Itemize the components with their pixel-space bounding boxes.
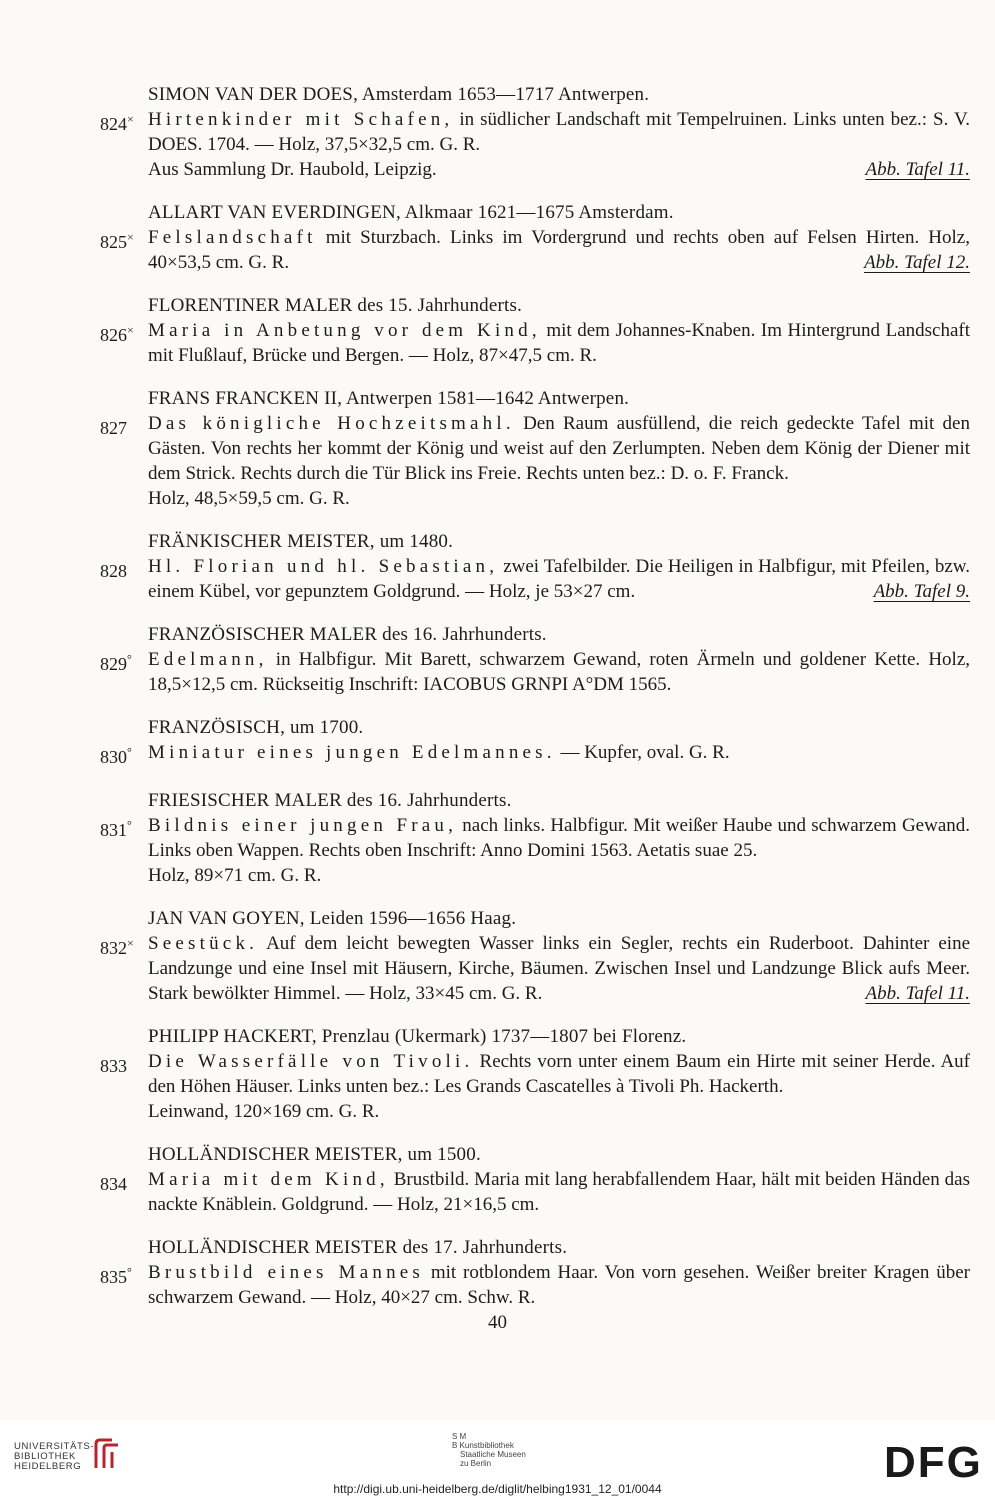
entry-description: Rechts vorn unter einem Baum ein Hirte mit seiner Herde. Auf den Höhen Häuser. Links unten bez.: Les Grands Cascatelles à Tivoli Ph. Hackerth. — [148, 1051, 970, 1097]
lot-number: 832× — [100, 936, 134, 958]
entry-description: in südlicher Landschaft mit Tempelruinen. Links unten bez.: S. V. DOES. 1704. — Holz, 37,5×32,5 cm. G. R. — [148, 109, 971, 155]
lot-mark: × — [127, 112, 134, 126]
artist-heading: FRIESISCHER MALER des 16. Jahrhunderts. — [148, 790, 512, 811]
plate-reference: Abb. Tafel 12. — [864, 252, 970, 273]
artwork-title: Brustbild eines Mannes — [148, 1262, 425, 1283]
artwork-title: Seestück. — [148, 933, 259, 954]
artwork-title: Hl. Florian und hl. Sebastian, — [148, 556, 499, 577]
catalog-entry — [100, 906, 970, 1006]
entry-description: mit rotblondem Haar. Von vorn gesehen. Weißer breiter Kragen über schwarzem Gewand. — Holz, 40×27 cm. Schw. R. — [148, 1262, 970, 1308]
lot-mark: × — [127, 323, 134, 337]
entry-row — [100, 1260, 970, 1310]
entry-body — [148, 318, 970, 368]
entry-row — [100, 318, 970, 368]
catalog-entry — [100, 1142, 970, 1217]
entry-row — [100, 554, 970, 604]
entry-row — [100, 813, 970, 888]
lot-number: 834 — [100, 1174, 127, 1194]
entry-body — [148, 1167, 970, 1217]
catalog-entry — [100, 82, 970, 182]
entry-body — [148, 1049, 970, 1124]
source-url-link[interactable]: http://digi.ub.uni-heidelberg.de/diglit/helbing1931_12_01/0044 — [333, 1482, 662, 1496]
entry-body — [148, 225, 970, 275]
artist-heading: HOLLÄNDISCHER MEISTER, um 1500. — [148, 1144, 481, 1165]
plate-reference: Abb. Tafel 11. — [865, 983, 970, 1004]
artwork-title: Hirtenkinder mit Schafen, — [148, 109, 454, 130]
catalog-entry — [100, 1024, 970, 1124]
entry-body — [148, 411, 970, 511]
lot-mark: ° — [127, 818, 132, 832]
entry-description: Holz, 89×71 cm. G. R. — [148, 865, 322, 886]
catalog-entry — [100, 293, 970, 368]
artist-heading: FRÄNKISCHER MEISTER, um 1480. — [148, 531, 454, 552]
lot-number: 829° — [100, 652, 132, 674]
catalog-entry — [100, 788, 970, 888]
entry-description: in Halbfigur. Mit Barett, schwarzem Gewand, roten Ärmeln und goldener Kette. Holz, 18,5×12,5 cm. Rückseitig Inschrift: IACOBUS GRNPI A°DM 1565. — [148, 649, 971, 695]
entry-row — [100, 225, 970, 275]
plate-reference: Abb. Tafel 9. — [873, 581, 970, 602]
artist-heading: JAN VAN GOYEN, Leiden 1596—1656 Haag. — [148, 908, 517, 929]
lot-number: 826× — [100, 323, 134, 345]
entry-description: zwei Tafelbilder. Die Heiligen in Halbfigur, mit Pfeilen, bzw. einem Kübel, vor gepunztem Goldgrund. — Holz, je 53×27 cm. — [148, 556, 970, 602]
lot-number: 831° — [100, 818, 132, 840]
entry-description: Holz, 48,5×59,5 cm. G. R. — [148, 488, 350, 509]
kunstbibliothek-label[interactable]: S M B Kunstbibliothek Staatliche Museen zu Berlin — [452, 1432, 526, 1468]
entry-body — [148, 813, 970, 888]
artist-heading: FRANZÖSISCH, um 1700. — [148, 717, 364, 738]
artist-heading: FRANZÖSISCHER MALER des 16. Jahrhunderts. — [148, 624, 547, 645]
lot-mark: × — [127, 230, 134, 244]
artwork-title: Maria in Anbetung vor dem Kind, — [148, 320, 541, 341]
entry-row — [100, 107, 970, 182]
page-number: 40 — [488, 1312, 507, 1333]
lot-number: 833 — [100, 1056, 127, 1076]
entry-row — [100, 931, 970, 1006]
lot-mark: ° — [127, 745, 132, 759]
artwork-title: Die Wasserfälle von Tivoli. — [148, 1051, 474, 1072]
entry-row — [100, 411, 970, 511]
catalog-entry — [100, 529, 970, 604]
catalog-entry — [100, 386, 970, 511]
lot-number: 828 — [100, 561, 127, 581]
artist-heading: HOLLÄNDISCHER MEISTER des 17. Jahrhunderts. — [148, 1237, 568, 1258]
catalog-entries — [100, 82, 970, 1328]
lot-mark: ° — [127, 652, 132, 666]
catalog-entry — [100, 622, 970, 697]
entry-body — [148, 740, 970, 770]
entry-body — [148, 554, 970, 604]
entry-body — [148, 107, 970, 182]
plate-reference: Abb. Tafel 11. — [865, 159, 970, 180]
entry-description: Brustbild. Maria mit lang herabfallendem Haar, hält mit beiden Händen das nackte Knäblein. Goldgrund. — Holz, 21×16,5 cm. — [148, 1169, 971, 1215]
artist-heading: SIMON VAN DER DOES, Amsterdam 1653—1717 Antwerpen. — [148, 84, 650, 105]
artwork-title: Maria mit dem Kind, — [148, 1169, 389, 1190]
artwork-title: Bildnis einer jungen Frau, — [148, 815, 458, 836]
entry-description: Auf dem leicht bewegten Wasser links ein Segler, rechts ein Ruderboot. Dahinter eine Landzunge und eine Insel mit Häusern, Kirche, Bäumen. Zwischen Insel und Landzunge Blick aufs Meer. Stark bewölkter Himmel. — Holz, 33×45 cm. G. R. — [148, 933, 970, 1004]
artwork-title: Felslandschaft — [148, 227, 317, 248]
artwork-title: Edelmann, — [148, 649, 268, 670]
entry-description: mit Sturzbach. Links im Vordergrund und rechts oben auf Felsen Hirten. Holz, 40×53,5 cm. G. R. — [148, 227, 970, 273]
artist-heading: FRANS FRANCKEN II, Antwerpen 1581—1642 Antwerpen. — [148, 388, 630, 409]
artist-heading: PHILIPP HACKERT, Prenzlau (Ukermark) 1737—1807 bei Florenz. — [148, 1026, 687, 1047]
footer-bar — [0, 1420, 995, 1498]
entry-description: Aus Sammlung Dr. Haubold, Leipzig. — [148, 159, 437, 180]
catalog-entry — [100, 200, 970, 275]
entry-row — [100, 1049, 970, 1124]
entry-row — [100, 740, 970, 770]
catalog-entry — [100, 1235, 970, 1310]
lot-number: 835° — [100, 1265, 132, 1287]
lot-number: 825× — [100, 230, 134, 252]
entry-description: — Kupfer, oval. G. R. — [560, 742, 730, 763]
artwork-title: Das königliche Hochzeitsmahl. — [148, 413, 515, 434]
artist-heading: FLORENTINER MALER des 15. Jahrhunderts. — [148, 295, 523, 316]
heidelberg-logo-icon[interactable] — [92, 1438, 122, 1472]
entry-body — [148, 1260, 970, 1310]
heidelberg-library-label[interactable]: UNIVERSITÄTS- BIBLIOTHEK HEIDELBERG — [14, 1441, 95, 1472]
lot-number: 830° — [100, 745, 132, 767]
artist-heading: ALLART VAN EVERDINGEN, Alkmaar 1621—1675 Amsterdam. — [148, 202, 674, 223]
entry-body — [148, 647, 970, 697]
lot-number: 827 — [100, 418, 127, 438]
dfg-logo[interactable]: DFG — [884, 1438, 983, 1487]
lot-mark: ° — [127, 1265, 132, 1279]
entry-description: nach links. Halbfigur. Mit weißer Haube und schwarzem Gewand. Links oben Wappen. Rechts oben Inschrift: Anno Domini 1563. Aetatis suae 25. — [148, 815, 971, 861]
entry-description: Den Raum ausfüllend, die reich gedeckte Tafel mit den Gästen. Von rechts her kommt der König und weist auf den Zerlumpten. Neben dem König der Diener mit dem Strick. Rechts durch die Tür Blick ins Freie. Rechts unten bez.: D. o. F. Franck. — [148, 413, 970, 484]
entry-body — [148, 931, 970, 1006]
lot-mark: × — [127, 936, 134, 950]
lot-number: 824× — [100, 112, 134, 134]
artwork-title: Miniatur eines jungen Edelmannes. — [148, 742, 556, 763]
entry-description: Leinwand, 120×169 cm. G. R. — [148, 1101, 380, 1122]
catalog-entry — [100, 715, 970, 770]
entry-row — [100, 1167, 970, 1217]
entry-description: mit dem Johannes-Knaben. Im Hintergrund Landschaft mit Flußlauf, Brücke und Bergen. — Holz, 87×47,5 cm. R. — [148, 320, 971, 366]
entry-row — [100, 647, 970, 697]
